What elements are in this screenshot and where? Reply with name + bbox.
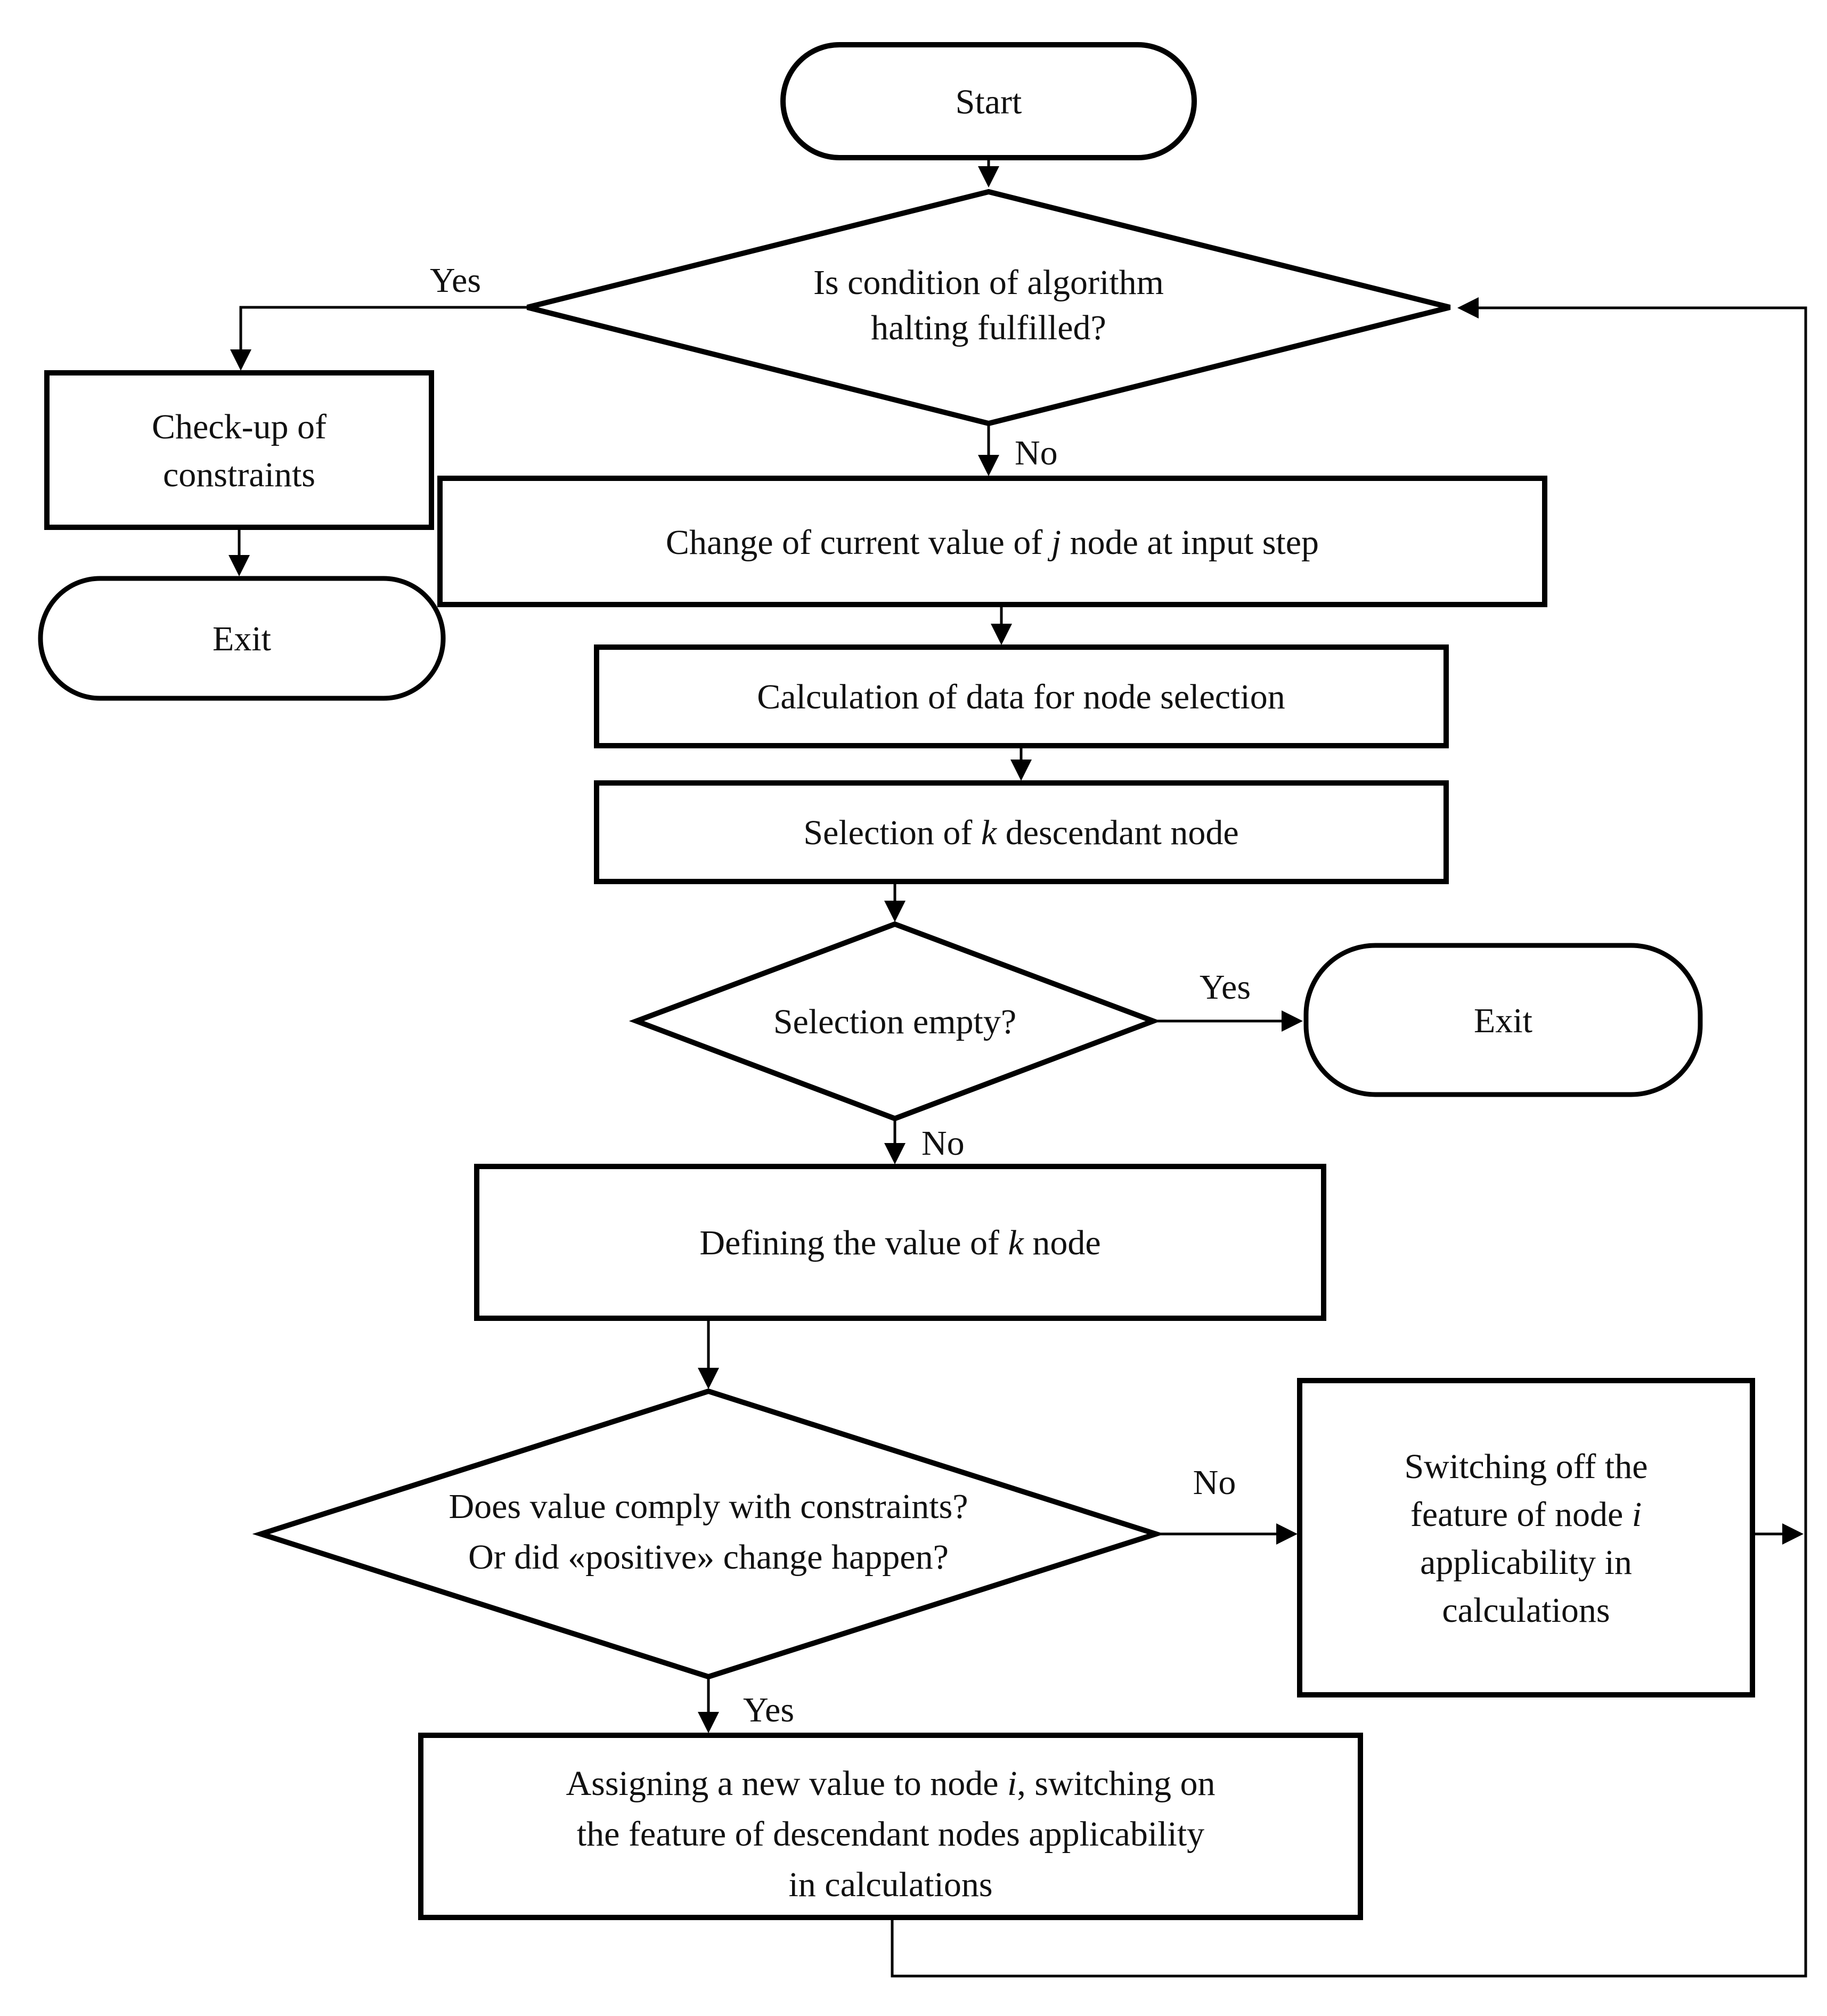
assigning-line1-var: i xyxy=(1007,1764,1017,1803)
defining-label-var: k xyxy=(1008,1223,1024,1262)
assigning-line2: the feature of descendant nodes applicability xyxy=(576,1815,1205,1854)
edge-halting-yes-to-checkup xyxy=(241,307,527,368)
halting-no-label: No xyxy=(1015,434,1058,472)
checkup-line1: Check-up of xyxy=(151,407,327,446)
comply-yes-label: Yes xyxy=(743,1691,795,1729)
assigning-line1 xyxy=(566,1764,1215,1803)
assigning-line3: in calculations xyxy=(788,1865,993,1904)
checkup-box xyxy=(47,373,431,527)
comply-decision-line1: Does value comply with constraints? xyxy=(448,1487,968,1526)
assigning-line1-pre: Assigning a new value to node xyxy=(566,1764,1008,1803)
exit-left-label: Exit xyxy=(213,619,271,658)
halting-decision-diamond xyxy=(527,192,1450,423)
switching-off-line2 xyxy=(1410,1495,1642,1534)
comply-decision-line2: Or did «positive» change happen? xyxy=(468,1538,949,1577)
switching-off-line2-pre: feature of node xyxy=(1410,1495,1632,1534)
switching-off-line4: calculations xyxy=(1442,1591,1610,1630)
defining-label-pre: Defining the value of xyxy=(699,1223,1008,1262)
switching-off-box xyxy=(1300,1381,1752,1695)
selection-label-post: descendant node xyxy=(997,813,1239,852)
switching-off-line1: Switching off the xyxy=(1404,1447,1648,1486)
halting-decision-line1: Is condition of algorithm xyxy=(813,263,1164,302)
change-label xyxy=(666,523,1319,562)
defining-label-post: node xyxy=(1023,1223,1101,1262)
switching-off-line3: applicability in xyxy=(1420,1543,1632,1582)
exit-right-label: Exit xyxy=(1474,1001,1532,1040)
comply-decision-diamond xyxy=(261,1391,1156,1677)
change-label-post: node at input step xyxy=(1061,523,1319,562)
selection-no-label: No xyxy=(921,1124,965,1163)
start-label: Start xyxy=(955,83,1022,121)
selection-empty-label: Selection empty? xyxy=(773,1002,1017,1041)
selection-label-var: k xyxy=(981,813,997,852)
halting-decision-line2: halting fulfilled? xyxy=(871,308,1106,347)
calculation-label: Calculation of data for node selection xyxy=(757,678,1285,716)
selection-label xyxy=(803,813,1238,852)
halting-yes-label: Yes xyxy=(429,261,482,300)
switching-off-line2-var: i xyxy=(1632,1495,1642,1534)
defining-label xyxy=(699,1223,1100,1262)
selection-label-pre: Selection of xyxy=(803,813,981,852)
comply-no-label: No xyxy=(1193,1463,1236,1502)
selection-yes-label: Yes xyxy=(1199,968,1251,1007)
change-label-pre: Change of current value of xyxy=(665,523,1051,562)
assigning-line1-post: , switching on xyxy=(1017,1764,1216,1803)
checkup-line2: constraints xyxy=(163,455,315,494)
change-label-var: j xyxy=(1051,523,1062,562)
